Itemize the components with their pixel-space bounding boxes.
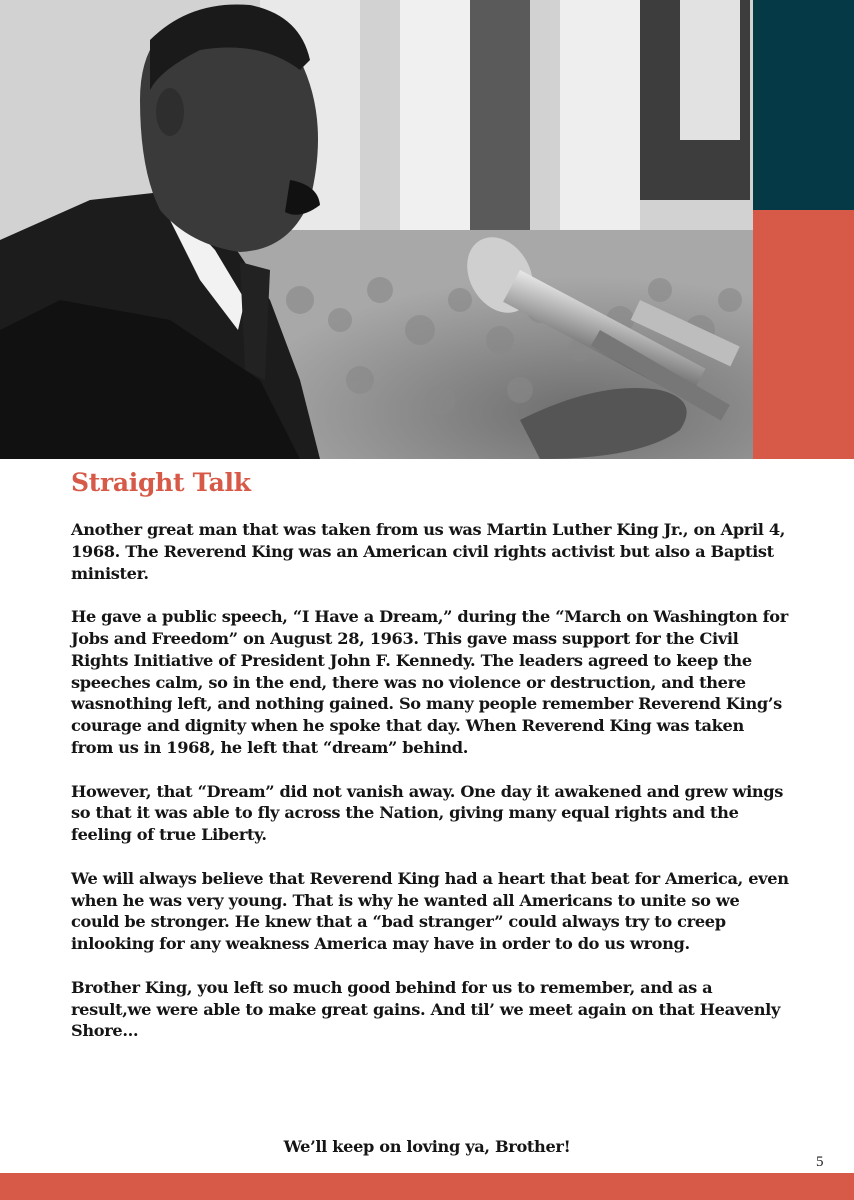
article-paragraph: However, that “Dream” did not vanish away. One day it awakened and grew wings so that it was able to fly across the Nation, giving many equal rights and the feeling of true Liberty. <box>71 781 784 845</box>
decorative-teal-block <box>753 0 854 210</box>
article-paragraph: He gave a public speech, “I Have a Dream,” during the “March on Washington for Jobs and Freedom” on August 28, 1963. This gave mass support for the Civil Rights Initiative of President John F. Kennedy. The leaders agreed to keep the speeches calm, so in the end, there was no violence or destruction, and there wasnothing left, and nothing gained. So many people remember Reverend King’s courage and dignity when he spoke that day. When Reverend King was taken from us in 1968, he left that “dream” behind. <box>71 607 788 757</box>
article-body <box>71 519 791 1064</box>
decorative-coral-block <box>753 210 854 459</box>
article-paragraph: Another great man that was taken from us was Martin Luther King Jr., on April 4, 1968. The Reverend King was an American civil rights activist but also a Baptist minister. <box>71 520 786 583</box>
article-paragraph: Brother King, you left so much good behind for us to remember, and as a result,we were able to make great gains. And til’ we meet again on that Heavenly Shore… <box>71 977 781 1041</box>
footer-bar <box>0 1173 854 1200</box>
page-number: 5 <box>816 1154 824 1170</box>
closing-line: We’ll keep on loving ya, Brother! <box>283 1137 571 1156</box>
article-paragraph: We will always believe that Reverend King had a heart that beat for America, even when he was very young. That is why he wanted all Americans to unite so we could be stronger. He knew that a “bad stranger” could always try to creep inlooking for any weakness America may have in order to do us wrong. <box>71 868 789 954</box>
article-title: Straight Talk <box>71 468 251 497</box>
photo-icon <box>0 0 753 459</box>
hero-photo <box>0 0 753 459</box>
